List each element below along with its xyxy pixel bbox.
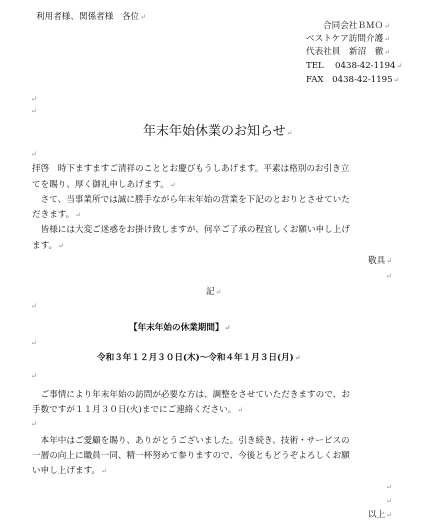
sender-tel-text: TEL 0438-42-1194	[306, 61, 396, 71]
paragraph-mark: ↵	[140, 13, 147, 21]
thanks-text: い申し上げます。	[32, 466, 101, 476]
sender-fax-text: FAX 0438-42-1195	[306, 75, 393, 85]
thanks-line: 本年中はご愛顧を賜り、ありがとうございました。引き続き、技術・サービスの	[32, 436, 350, 446]
greeting-line	[32, 180, 176, 191]
sender-office-text: ベストケア訪問介護	[306, 34, 384, 44]
greeting-line: さて、当事業所では誠に勝手ながら年末年始の営業を下記のとおりとさせていた	[32, 195, 350, 205]
period-heading-text: 【年末年始の休業期間】	[129, 323, 224, 333]
closure-period	[97, 352, 301, 364]
paragraph-mark: ↵	[386, 511, 393, 519]
paragraph-mark: ↵	[237, 406, 244, 414]
paragraph-mark: ↵	[75, 211, 82, 219]
paragraph-mark: ↵	[386, 272, 392, 280]
greeting-text: てを賜り、厚く御礼申しあげます。	[32, 180, 169, 190]
thanks-line: 一層の向上に職員一同、精一杯努めて参りますので、今後ともどうぞよろしくお願	[32, 451, 350, 461]
paragraph-mark: ↵	[386, 497, 392, 505]
request-line: ご事情により年末年始の訪問が必要な方は、調整をさせていただきますので、お	[32, 390, 350, 400]
greeting-text: ます。	[32, 241, 58, 251]
paragraph-mark: ↵	[31, 107, 37, 115]
paragraph-mark: ↵	[101, 467, 107, 475]
period-heading	[129, 322, 230, 334]
paragraph-mark: ↵	[58, 242, 64, 250]
paragraph-mark: ↵	[31, 95, 37, 103]
sender-company	[323, 21, 390, 32]
addressee	[36, 12, 146, 23]
paragraph-mark: ↵	[384, 48, 391, 56]
greeting-line: 皆様には大変ご迷惑をお掛け致しますが、何卒ご了承の程宜しくお願い申し上げ	[32, 225, 350, 235]
request-text: 手数ですが１１月３０日(火)までにご連絡ください。	[32, 405, 237, 415]
paragraph-mark: ↵	[384, 35, 391, 43]
paragraph-mark: ↵	[31, 372, 37, 380]
sender-representative-text: 代表社員 新沼 徹	[306, 47, 384, 57]
paragraph-mark: ↵	[396, 62, 403, 70]
paragraph-mark: ↵	[31, 339, 37, 347]
sender-office	[306, 34, 390, 45]
ki-text: 記	[206, 287, 215, 297]
paragraph-mark: ↵	[224, 323, 231, 332]
sender-company-text: 合同会社ＢＭＯ	[323, 21, 384, 31]
paragraph-mark: ↵	[393, 76, 400, 84]
paragraph-mark: ↵	[294, 353, 301, 362]
addressee-text: 利用者様、関係者様 各位	[36, 12, 140, 22]
closing-keigu	[368, 256, 392, 267]
request-line	[32, 405, 243, 416]
paragraph-mark: ↵	[386, 483, 392, 491]
paragraph-mark: ↵	[386, 257, 393, 265]
greeting-text: だきます。	[32, 210, 75, 220]
paragraph-mark: ↵	[31, 420, 37, 428]
sender-tel	[306, 61, 402, 72]
ki-heading	[206, 287, 221, 298]
end-ijou	[368, 510, 392, 521]
paragraph-mark: ↵	[215, 288, 222, 296]
document-title	[143, 124, 293, 141]
sender-representative	[306, 47, 390, 58]
paragraph-mark: ↵	[286, 129, 293, 137]
sender-fax	[306, 75, 400, 86]
greeting-line	[32, 241, 64, 252]
paragraph-mark: ↵	[31, 150, 37, 158]
greeting-line	[32, 210, 81, 221]
closing-text: 敬具	[368, 256, 386, 266]
paragraph-mark: ↵	[31, 302, 37, 310]
greeting-line: 拝啓 時下ますますご清祥のこととお慶びもうしあげます。平素は格別のお引き立	[32, 164, 350, 174]
closure-period-text: 令和３年１２月３０日(木)～令和４年１月３日(月)	[97, 353, 294, 363]
thanks-line	[32, 466, 107, 477]
paragraph-mark: ↵	[384, 22, 391, 30]
end-text: 以上	[368, 510, 386, 520]
title-text: 年末年始休業のお知らせ	[143, 124, 286, 139]
paragraph-mark: ↵	[169, 181, 176, 189]
